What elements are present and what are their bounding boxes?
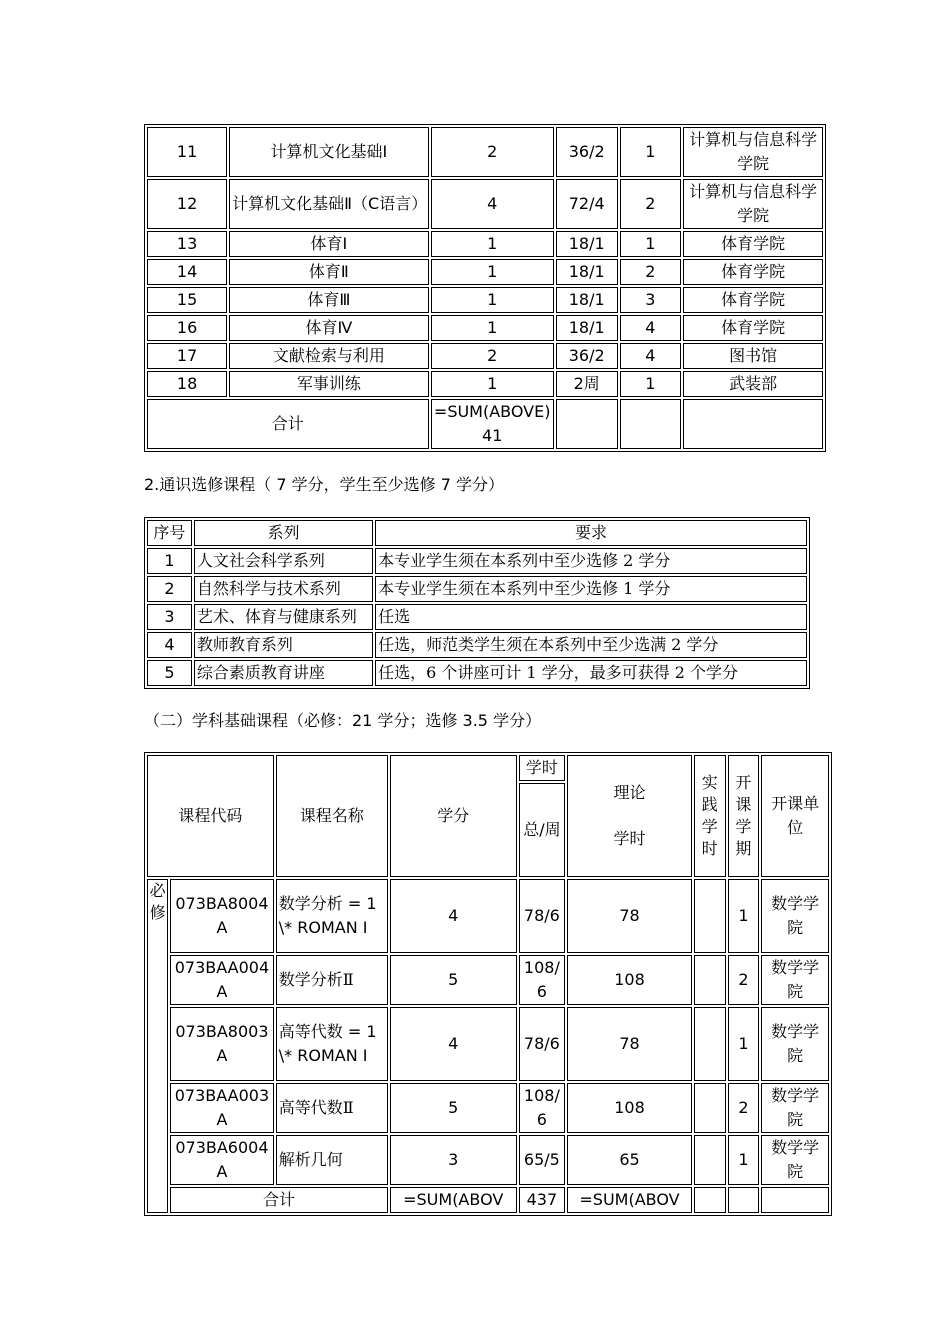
course-credit: 1	[431, 231, 554, 257]
course-hours: 18/1	[556, 231, 618, 257]
header-practice-char: 学	[701, 817, 718, 836]
course-practice	[694, 1083, 726, 1133]
course-code: 073BA8003A	[170, 1007, 274, 1081]
row-series: 艺术、体育与健康系列	[194, 604, 373, 630]
course-name: 体育Ⅲ	[229, 287, 428, 313]
table-row	[147, 343, 823, 369]
course-practice	[694, 879, 726, 953]
course-no: 11	[147, 127, 227, 177]
course-no: 17	[147, 343, 227, 369]
table-row	[147, 179, 823, 229]
course-dept: 数学学院	[761, 955, 829, 1005]
course-credit: 1	[431, 259, 554, 285]
course-dept: 图书馆	[683, 343, 823, 369]
empty-cell	[683, 399, 823, 449]
course-practice	[694, 1135, 726, 1185]
course-hours: 65/5	[519, 1135, 566, 1185]
course-credit: 4	[390, 879, 517, 953]
header-credit: 学分	[390, 755, 517, 877]
table-row	[147, 1135, 829, 1185]
row-series: 综合素质教育讲座	[194, 660, 373, 686]
header-practice-char: 时	[701, 839, 718, 858]
course-term: 4	[620, 315, 682, 341]
table-row	[147, 259, 823, 285]
row-no: 2	[147, 576, 192, 602]
course-no: 16	[147, 315, 227, 341]
course-hours: 108/6	[519, 1083, 566, 1133]
course-name: 体育Ⅱ	[229, 259, 428, 285]
row-requirement: 任选	[375, 604, 807, 630]
course-dept: 体育学院	[683, 259, 823, 285]
course-theory: 78	[567, 879, 692, 953]
required-label	[147, 879, 168, 1213]
course-credit: 1	[431, 371, 554, 397]
total-credit: =SUM(ABOV	[390, 1187, 517, 1213]
total-theory: =SUM(ABOV	[567, 1187, 692, 1213]
course-credit: 1	[431, 315, 554, 341]
course-credit: 4	[431, 179, 554, 229]
course-theory: 108	[567, 1083, 692, 1133]
course-hours: 36/2	[556, 127, 618, 177]
course-no: 13	[147, 231, 227, 257]
header-hours-sub: 总/周	[519, 783, 566, 877]
row-no: 5	[147, 660, 192, 686]
course-credit: 3	[390, 1135, 517, 1185]
course-dept: 数学学院	[761, 1007, 829, 1081]
header-theory-line2: 学时	[613, 829, 646, 848]
course-name: 计算机文化基础Ⅰ	[229, 127, 428, 177]
course-term: 2	[620, 259, 682, 285]
course-no: 18	[147, 371, 227, 397]
course-practice	[694, 1007, 726, 1081]
course-term: 3	[620, 287, 682, 313]
course-hours: 78/6	[519, 879, 566, 953]
course-no: 14	[147, 259, 227, 285]
row-no: 1	[147, 548, 192, 574]
header-practice-char: 践	[701, 795, 718, 814]
section-heading-general-electives: 2.通识选修课程（ 7 学分，学生至少选修 7 学分）	[144, 475, 504, 494]
header-term-char: 期	[735, 839, 752, 858]
course-credit: 5	[390, 1083, 517, 1133]
table-row	[147, 604, 807, 630]
course-no: 15	[147, 287, 227, 313]
general-electives-table	[144, 517, 810, 689]
course-name: 数学分析Ⅱ	[276, 955, 388, 1005]
course-hours: 36/2	[556, 343, 618, 369]
course-dept: 武装部	[683, 371, 823, 397]
row-no: 4	[147, 632, 192, 658]
course-term: 1	[620, 231, 682, 257]
course-term: 2	[728, 1083, 760, 1133]
table-header-row	[147, 755, 829, 781]
course-term: 1	[728, 1007, 760, 1081]
header-term	[728, 755, 760, 877]
total-label: 合计	[170, 1187, 388, 1213]
table-row	[147, 371, 823, 397]
course-dept: 数学学院	[761, 1083, 829, 1133]
course-credit: 2	[431, 127, 554, 177]
course-name: 计算机文化基础Ⅱ（C语言）	[229, 179, 428, 229]
course-credit: 1	[431, 287, 554, 313]
header-term-char: 学	[735, 817, 752, 836]
course-name: 数学分析 = 1 \* ROMAN Ⅰ	[276, 879, 388, 953]
table-row	[147, 632, 807, 658]
course-credit: 2	[431, 343, 554, 369]
course-hours: 78/6	[519, 1007, 566, 1081]
total-row	[147, 399, 823, 449]
row-series: 人文社会科学系列	[194, 548, 373, 574]
required-label-text: 必修	[149, 881, 166, 922]
table-row	[147, 1007, 829, 1081]
header-hours: 学时	[519, 755, 566, 781]
header-practice-hours	[694, 755, 726, 877]
course-term: 1	[728, 1135, 760, 1185]
table-row	[147, 315, 823, 341]
course-dept: 计算机与信息科学学院	[683, 127, 823, 177]
compulsory-courses-table	[144, 124, 826, 452]
total-hours: 437	[519, 1187, 566, 1213]
course-code: 073BAA004A	[170, 955, 274, 1005]
course-name: 高等代数 = 1 \* ROMAN Ⅰ	[276, 1007, 388, 1081]
course-term: 1	[728, 879, 760, 953]
course-dept: 数学学院	[761, 1135, 829, 1185]
course-dept: 体育学院	[683, 287, 823, 313]
header-theory-line1: 理论	[613, 783, 646, 802]
empty-cell	[556, 399, 618, 449]
header-requirement: 要求	[375, 520, 807, 546]
total-row	[147, 1187, 829, 1213]
header-series: 系列	[194, 520, 373, 546]
row-series: 教师教育系列	[194, 632, 373, 658]
course-theory: 78	[567, 1007, 692, 1081]
course-name: 解析几何	[276, 1135, 388, 1185]
total-value: =SUM(ABOVE) 41	[431, 399, 554, 449]
course-name: 高等代数Ⅱ	[276, 1083, 388, 1133]
course-no: 12	[147, 179, 227, 229]
empty-cell	[728, 1187, 760, 1213]
course-name: 体育Ⅳ	[229, 315, 428, 341]
table-row	[147, 287, 823, 313]
course-credit: 5	[390, 955, 517, 1005]
table-row	[147, 576, 807, 602]
course-hours: 18/1	[556, 287, 618, 313]
course-term: 1	[620, 127, 682, 177]
course-code: 073BAA003A	[170, 1083, 274, 1133]
row-requirement: 本专业学生须在本系列中至少选修 2 学分	[375, 548, 807, 574]
course-dept: 体育学院	[683, 231, 823, 257]
row-no: 3	[147, 604, 192, 630]
table-row	[147, 660, 807, 686]
course-term: 1	[620, 371, 682, 397]
course-dept: 计算机与信息科学学院	[683, 179, 823, 229]
header-theory-hours	[567, 755, 692, 877]
course-code: 073BA6004A	[170, 1135, 274, 1185]
course-term: 2	[620, 179, 682, 229]
row-requirement: 任选，师范类学生须在本系列中至少选满 2 学分	[375, 632, 807, 658]
course-theory: 65	[567, 1135, 692, 1185]
course-hours: 18/1	[556, 259, 618, 285]
course-theory: 108	[567, 955, 692, 1005]
course-name: 军事训练	[229, 371, 428, 397]
table-row	[147, 231, 823, 257]
course-practice	[694, 955, 726, 1005]
header-practice-char: 实	[701, 773, 718, 792]
row-requirement: 任选，6 个讲座可计 1 学分，最多可获得 2 个学分	[375, 660, 807, 686]
section-heading-discipline-foundation: （二）学科基础课程（必修：21 学分；选修 3.5 学分）	[144, 711, 542, 730]
table-row	[147, 127, 823, 177]
table-header-row	[147, 520, 807, 546]
empty-cell	[761, 1187, 829, 1213]
header-no: 序号	[147, 520, 192, 546]
header-term-char: 开	[735, 773, 752, 792]
course-dept: 体育学院	[683, 315, 823, 341]
table-row	[147, 879, 829, 953]
empty-cell	[694, 1187, 726, 1213]
course-hours: 2周	[556, 371, 618, 397]
course-term: 4	[620, 343, 682, 369]
course-name: 体育Ⅰ	[229, 231, 428, 257]
course-hours: 18/1	[556, 315, 618, 341]
total-label: 合计	[147, 399, 429, 449]
header-course-name: 课程名称	[276, 755, 388, 877]
table-row	[147, 955, 829, 1005]
course-code: 073BA8004A	[170, 879, 274, 953]
empty-cell	[620, 399, 682, 449]
row-series: 自然科学与技术系列	[194, 576, 373, 602]
header-course-code: 课程代码	[147, 755, 274, 877]
table-row	[147, 1083, 829, 1133]
table-row	[147, 548, 807, 574]
header-dept: 开课单位	[761, 755, 829, 877]
course-term: 2	[728, 955, 760, 1005]
discipline-foundation-table	[144, 752, 832, 1216]
row-requirement: 本专业学生须在本系列中至少选修 1 学分	[375, 576, 807, 602]
course-hours: 108/6	[519, 955, 566, 1005]
header-term-char: 课	[735, 795, 752, 814]
course-dept: 数学学院	[761, 879, 829, 953]
course-name: 文献检索与利用	[229, 343, 428, 369]
course-hours: 72/4	[556, 179, 618, 229]
course-credit: 4	[390, 1007, 517, 1081]
